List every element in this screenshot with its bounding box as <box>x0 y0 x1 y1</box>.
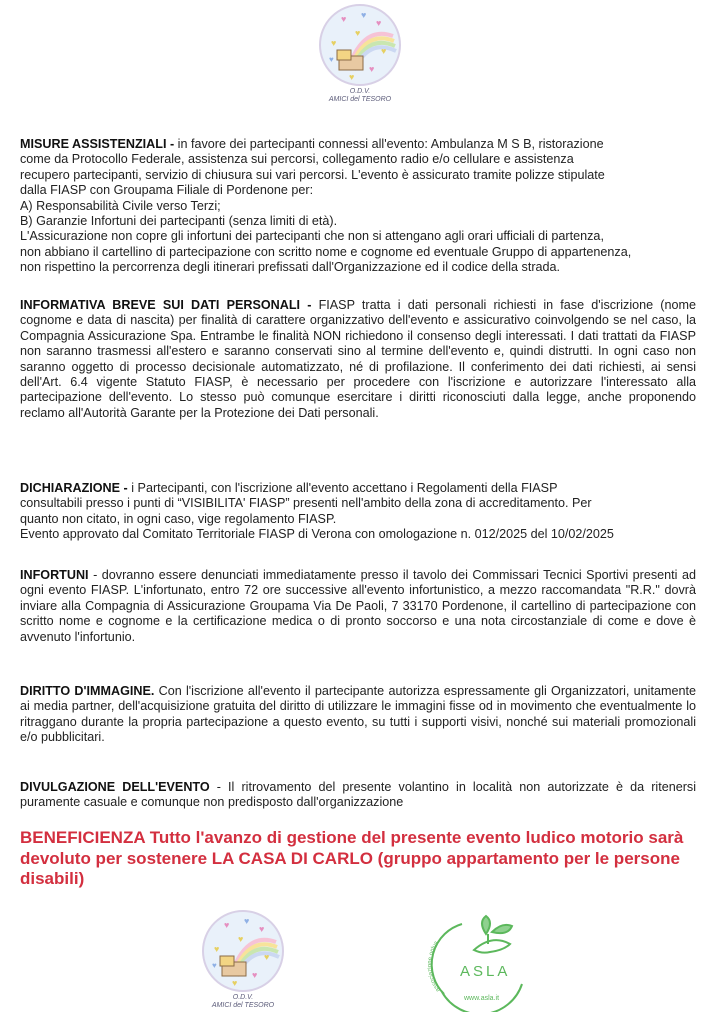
logo-caption-line1: O.D.V. <box>349 88 371 95</box>
svg-text:associazione onlus: associazione onlus <box>427 940 442 993</box>
svg-text:♥: ♥ <box>244 916 250 926</box>
section-misure-assistenziali <box>20 137 696 276</box>
svg-text:♥: ♥ <box>264 952 270 962</box>
svg-text:♥: ♥ <box>232 978 238 988</box>
asla-url: www.asla.it <box>464 995 500 1002</box>
logo-caption-line2: AMICI del TESORO <box>211 1002 275 1009</box>
section-text: L'Assicurazione non copre gli infortuni dei partecipanti che non si attengano agli orari ufficiali di partenza, <box>20 229 604 244</box>
section-text: Con l'iscrizione all'evento il partecipante autorizza espressamente gli Organizzatori, unitamente ai media partner, dell'acquisizione gratuita del diritto di utilizzare le immagini fisse od in movimento che eventualmente lo ritraggano durante la propria partecipazione a questo evento, su tutti i supporti visivi, nonché sui materiali promozionali e/o pubblicitari. <box>20 684 696 745</box>
treasure-chest-rainbow-icon <box>202 910 284 992</box>
section-text: B) Garanzie Infortuni dei partecipanti (senza limiti di età). <box>20 214 338 229</box>
section-text: - dovranno essere denunciati immediatamente presso il tavolo dei Commissari Tecnici Sportivi presenti ad ogni evento FIASP. L'infortunato, entro 72 ore successive all'evento infortunistico, a mezzo raccomandata "R.R." dovrà inviare alla Compagnia di Assicurazione Groupama Via De Paoli, 7 33170 Pordenone, il cartellino di partecipazione con scritto nome e cognome e la certificazione medica o di pronto soccorso e una nota circostanziale di come e dove è avvenuto l'infortunio. <box>20 568 696 644</box>
svg-text:♥: ♥ <box>252 970 258 980</box>
logo-caption <box>315 88 405 104</box>
section-text: in favore dei partecipanti connessi all'evento: Ambulanza M S B, ristorazione <box>174 137 604 151</box>
section-title: DICHIARAZIONE - <box>20 481 128 495</box>
section-title: MISURE ASSISTENZIALI - <box>20 137 175 151</box>
svg-text:♥: ♥ <box>224 920 230 930</box>
section-title: INFORTUNI <box>20 568 89 582</box>
asla-hand-plant-icon <box>412 912 532 1012</box>
section-divulgazione-evento <box>20 780 696 811</box>
section-text: i Partecipanti, con l'iscrizione all'evento accettano i Regolamenti della FIASP <box>127 481 558 495</box>
svg-text:♥: ♥ <box>349 72 355 82</box>
approval-text: Evento approvato dal Comitato Territoriale FIASP di Verona con omologazione n. 012/2025 del 10/02/2025 <box>20 527 614 542</box>
section-informativa-dati-personali <box>20 298 696 421</box>
asla-name: ASLA <box>460 963 511 980</box>
logo-caption-line1: O.D.V. <box>232 994 254 1001</box>
section-text: dalla FIASP con Groupama Filiale di Pordenone per: <box>20 183 314 198</box>
svg-text:♥: ♥ <box>331 38 337 48</box>
section-text: consultabili presso i punti di “VISIBILITA' FIASP” presenti nell'ambito della zona di accreditamento. Per <box>20 496 592 511</box>
svg-text:♥: ♥ <box>212 961 217 970</box>
svg-text:♥: ♥ <box>329 55 334 64</box>
logo-caption <box>198 994 288 1010</box>
svg-text:♥: ♥ <box>361 10 367 20</box>
section-text: non abbiano il cartellino di partecipazione con scritto nome e cognome ed eventuale Gruppo di appartenenza, <box>20 244 632 259</box>
svg-text:♥: ♥ <box>214 944 220 954</box>
section-diritto-immagine <box>20 684 696 746</box>
section-text: recupero partecipanti, servizio di chiusura sui vari percorsi. L'evento è assicurato tramite polizze stipulate <box>20 167 605 182</box>
svg-text:♥: ♥ <box>355 28 361 38</box>
svg-text:♥: ♥ <box>369 64 375 74</box>
section-text: A) Responsabilità Civile verso Terzi; <box>20 198 221 213</box>
header-logo-amici-del-tesoro <box>315 4 405 104</box>
logo-caption-line2: AMICI del TESORO <box>328 96 392 103</box>
section-text: non rispettino la percorrenza degli itinerari prefissati dall'Organizzazione ed il codice della strada. <box>20 260 561 275</box>
section-title: INFORMATIVA BREVE SUI DATI PERSONALI - <box>20 298 312 312</box>
svg-text:♥: ♥ <box>341 14 347 24</box>
charity-notice: BENEFICIENZA Tutto l'avanzo di gestione del presente evento ludico motorio sarà devoluto per sostenere LA CASA DI CARLO (gruppo appartamento per le persone disabili) <box>20 828 684 888</box>
treasure-chest-rainbow-icon <box>319 4 401 86</box>
footer-logo-amici-del-tesoro <box>198 910 288 1010</box>
footer-logo-asla <box>412 912 532 1012</box>
section-title: DIVULGAZIONE DELL'EVENTO <box>20 780 210 794</box>
section-text: FIASP tratta i dati personali richiesti in fase d'iscrizione (nome cognome e data di nascita) per finalità di carattere organizzativo dell'evento e assicurativo coinvolgendo se nel caso, la Compagnia Assicurazione Spa. Entrambe le finalità NON richiedono il consenso degli interessati. I dati trattati da FIASP non saranno trasmessi all'estero e saranno conservati sino al termine dell'evento e, quindi distrutti. In ogni caso non saranno oggetto di processo decisionale automatizzato, né di profilazione. Il conferimento dei dati richiesti, ai sensi dell'Art. 6.4 vigente Statuto FIASP, è necessario per procedere con l'iscrizione e autorizzare l'interessato alla partecipazione dell'evento. Lo stesso può comunque esercitare i diritti riconosciuti dalla legge, anche proponendo reclamo all'Autorità Garante per la Protezione dei Dati personali. <box>20 298 696 420</box>
svg-text:♥: ♥ <box>259 924 265 934</box>
section-dichiarazione <box>20 481 696 543</box>
section-infortuni <box>20 568 696 645</box>
section-text: quanto non citato, in ogni caso, vige regolamento FIASP. <box>20 511 337 526</box>
svg-text:♥: ♥ <box>381 46 387 56</box>
svg-text:♥: ♥ <box>376 18 382 28</box>
section-title: DIRITTO D'IMMAGINE. <box>20 684 155 698</box>
section-text: come da Protocollo Federale, assistenza sui percorsi, collegamento radio e/o cellulare e assistenza <box>20 152 574 167</box>
section-text: - Il ritrovamento del presente volantino in località non autorizzate è da ritenersi puramente casuale e comunque non predisposto dall'organizzazione <box>20 780 696 810</box>
svg-text:♥: ♥ <box>238 934 244 944</box>
